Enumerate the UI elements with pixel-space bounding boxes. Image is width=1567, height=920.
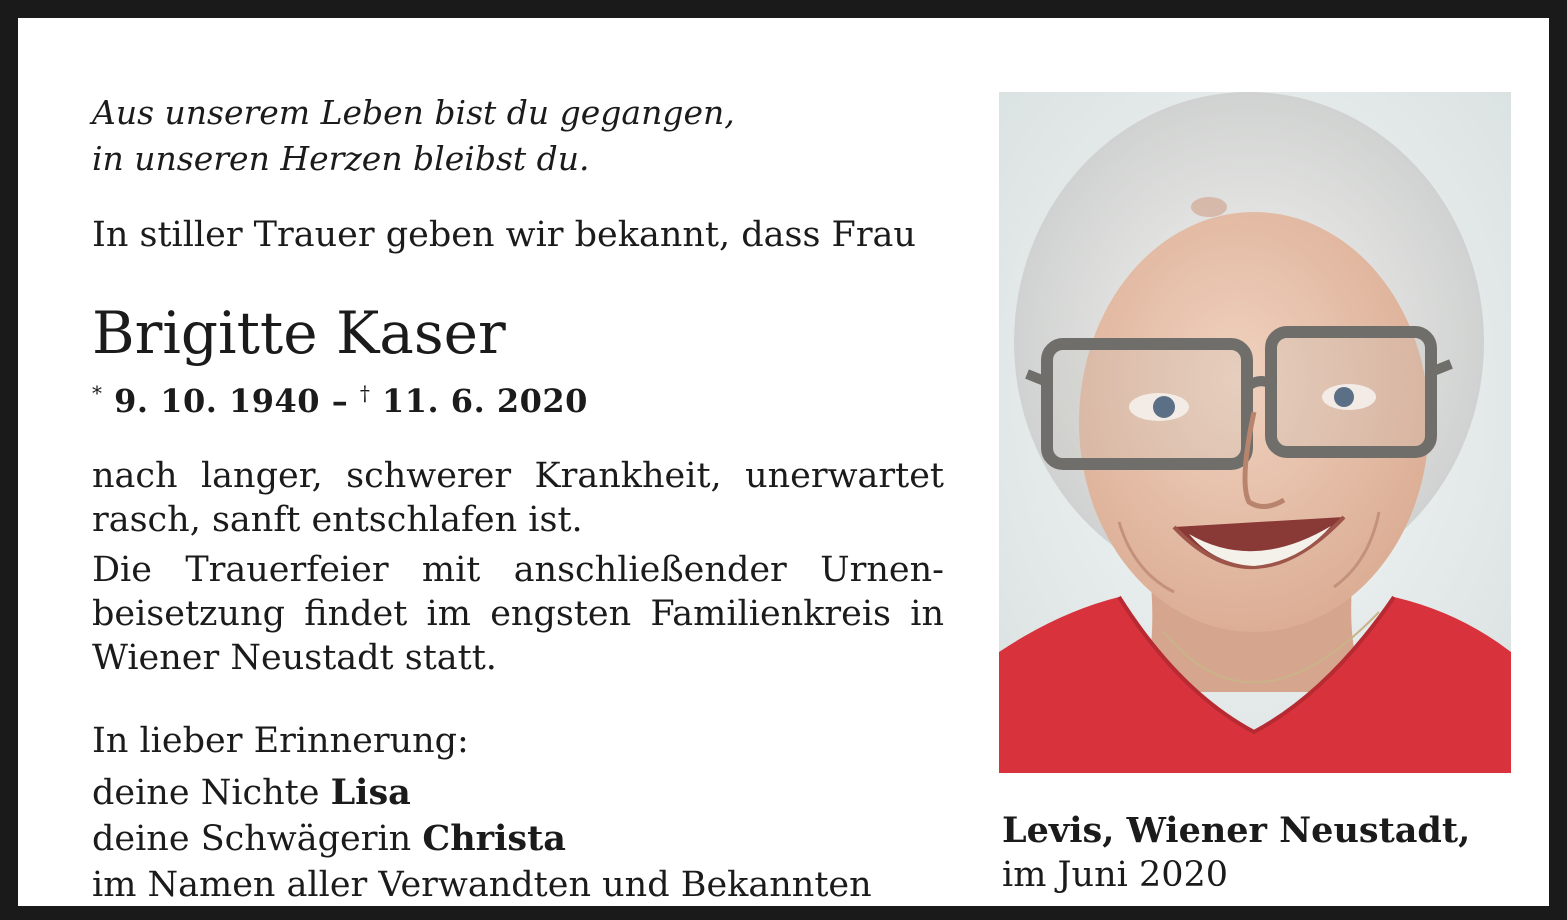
mourner-relation: deine Schwägerin [92, 819, 423, 859]
portrait-illustration [999, 92, 1511, 773]
mourner-line [92, 816, 872, 862]
motto [92, 90, 735, 182]
birth-symbol: * [92, 381, 103, 405]
date-separator: – [331, 382, 349, 420]
paragraph-passing: nach langer, schwerer Krankheit, unerwartet rasch, sanft entschlafen ist. [92, 456, 944, 540]
mourner-line [92, 770, 872, 816]
mourner-line [92, 862, 872, 908]
memory-heading: In lieber Erinnerung: [92, 721, 469, 761]
mourner-relation: deine Nichte [92, 773, 331, 813]
deceased-name: Brigitte Kaser [92, 299, 506, 367]
mourner-name: Christa [422, 818, 566, 859]
paragraph-funeral: Die Trauerfeier mit anschließender Urnenbeisetzung findet im engsten Familienkreis in Wiener Neustadt statt. [92, 550, 944, 678]
portrait-photo [999, 92, 1511, 773]
intro-text: In stiller Trauer geben wir bekannt, dass Frau [92, 215, 916, 255]
place-line: Levis, Wiener Neustadt, [1002, 810, 1471, 851]
date-line: im Juni 2020 [1002, 855, 1229, 895]
mourner-name: Lisa [330, 772, 411, 813]
mourners-list [92, 770, 872, 908]
death-date: 11. 6. 2020 [381, 382, 588, 420]
motto-line-2: in unseren Herzen bleibst du. [92, 139, 590, 178]
mourner-relation: im Namen aller Verwandten und Bekannten [92, 865, 872, 905]
motto-line-1: Aus unserem Leben bist du gegangen, [92, 93, 735, 132]
life-dates [92, 372, 588, 422]
death-symbol: † [359, 381, 371, 405]
birth-date: 9. 10. 1940 [114, 382, 321, 420]
